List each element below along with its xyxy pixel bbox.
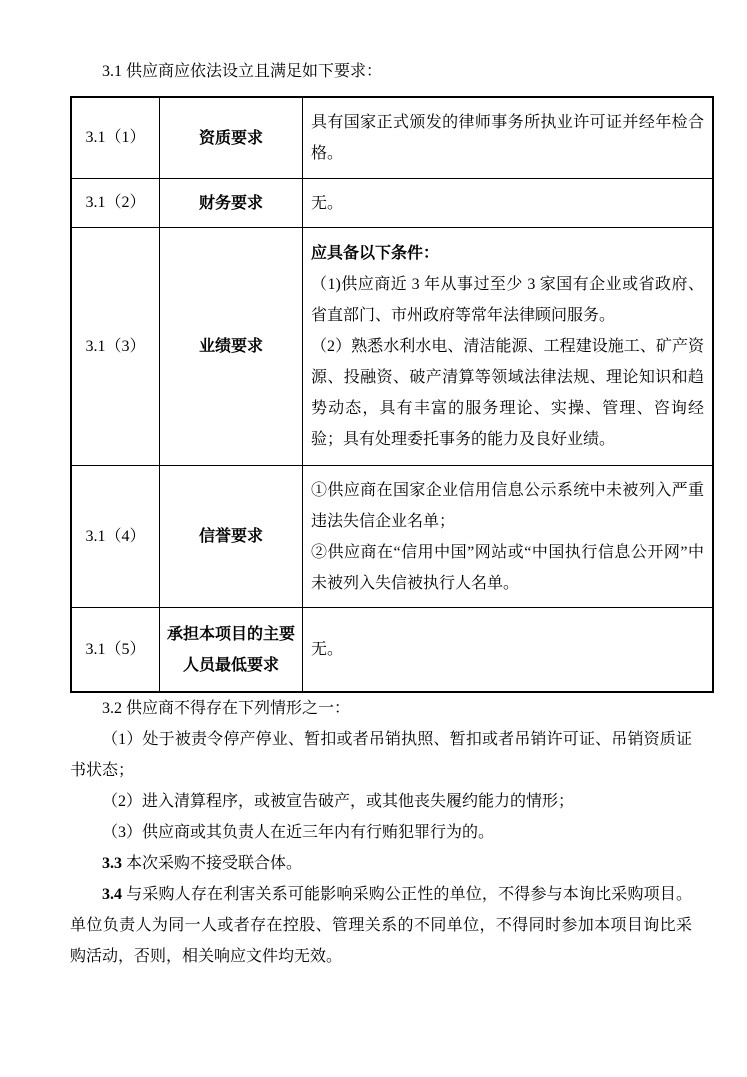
content-paragraph: 具有国家正式颁发的律师事务所执业许可证并经年检合格。: [311, 114, 704, 162]
body-text-section: [70, 693, 692, 972]
row-content-cell: [303, 97, 714, 179]
paragraph-lead: （3）: [102, 824, 143, 841]
paragraph-3-4: [70, 879, 692, 972]
paragraph-lead: 3.3: [102, 855, 122, 872]
paragraph-lead: 3.2: [102, 700, 122, 717]
paragraph-lead: （1）: [102, 731, 143, 748]
paragraph-3-2-item-1: [70, 724, 692, 786]
paragraph-3-2: [70, 693, 692, 724]
row-id-cell: 3.1（3）: [71, 228, 160, 466]
row-id-cell: 3.1（1）: [71, 97, 160, 179]
paragraph-text: 本次采购不接受联合体。: [122, 855, 303, 872]
row-category-cell: 信誉要求: [160, 466, 303, 608]
content-paragraph: ①供应商在国家企业信用信息公示系统中未被列入严重违法失信企业名单；: [311, 481, 704, 530]
row-id-cell: 3.1（2）: [71, 179, 160, 228]
paragraph-lead: 3.4: [102, 886, 122, 903]
row-content-cell: [303, 608, 714, 693]
paragraph-text: 供应商或其负责人在近三年内有行贿犯罪行为的。: [142, 824, 495, 841]
content-paragraph: ②供应商在“信用中国”网站或“中国执行信息公开网”中未被列入失信被执行人名单。: [311, 543, 704, 592]
content-paragraph: （1)供应商近 3 年从事过至少 3 家国有企业或省政府、省直部门、市州政府等常年法律顾问服务。: [311, 276, 704, 324]
supplier-requirements-table: [70, 96, 714, 693]
paragraph-text: 与采购人存在利害关系可能影响采购公正性的单位，不得参与本询比采购项目。单位负责人为同一人或者存在控股、管理关系的不同单位，不得同时参加本项目询比采购活动，否则，相关响应文件均无效。: [70, 886, 692, 965]
paragraph-3-2-item-3: [70, 817, 692, 848]
table-row-finance: [71, 179, 713, 228]
table-row-qualification: [71, 97, 713, 179]
row-id-cell: 3.1（4）: [71, 466, 160, 608]
paragraph-lead: （2）: [102, 793, 143, 810]
row-content-cell: [303, 228, 714, 466]
section-heading-3-1: 3.1 供应商应依法设立且满足如下要求：: [102, 63, 383, 80]
row-category-cell: 业绩要求: [160, 228, 303, 466]
row-content-cell: [303, 179, 714, 228]
row-content-cell: [303, 466, 714, 608]
content-paragraph: （2）熟悉水利水电、清洁能源、工程建设施工、矿产资源、投融资、破产清算等领域法律法规、理论知识和趋势动态，具有丰富的服务理论、实操、管理、咨询经验；具有处理委托事务的能力及良好业绩。: [311, 338, 704, 448]
content-paragraph: 无。: [311, 641, 344, 658]
paragraph-text: 进入清算程序，或被宣告破产，或其他丧失履约能力的情形；: [142, 793, 575, 810]
paragraph-3-2-item-2: [70, 786, 692, 817]
row-category-cell: 资质要求: [160, 97, 303, 179]
row-category-cell: 承担本项目的主要人员最低要求: [160, 608, 303, 693]
paragraph-3-3: [70, 848, 692, 879]
paragraph-text: 供应商不得存在下列情形之一：: [122, 700, 351, 717]
row-id-cell: 3.1（5）: [71, 608, 160, 693]
table-row-reputation: [71, 466, 713, 608]
table-row-performance: [71, 228, 713, 466]
row-category-cell: 财务要求: [160, 179, 303, 228]
table-row-key-personnel: [71, 608, 713, 693]
content-paragraph: 无。: [311, 194, 344, 212]
content-title: 应具备以下条件：: [311, 245, 440, 262]
paragraph-text: 处于被责令停产停业、暂扣或者吊销执照、暂扣或者吊销许可证、吊销资质证书状态；: [70, 731, 692, 779]
